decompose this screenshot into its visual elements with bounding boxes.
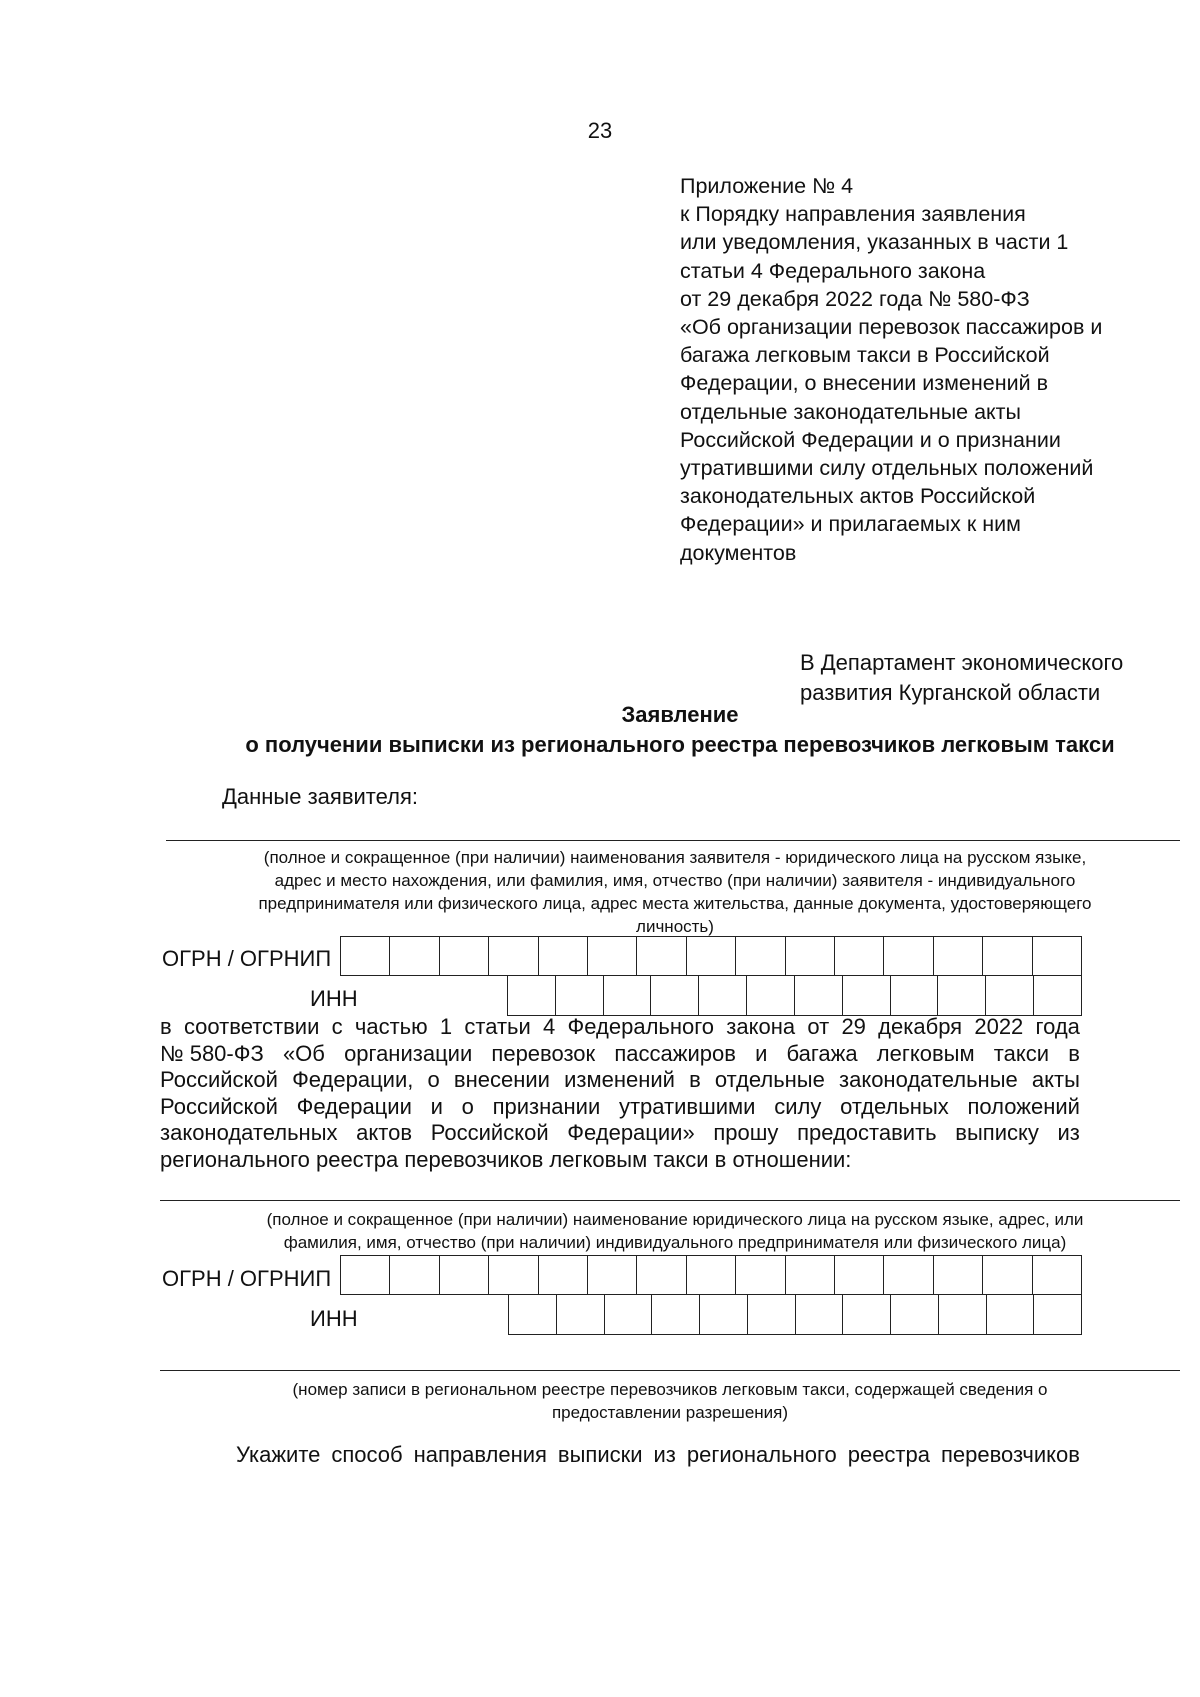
digit-cell[interactable] — [587, 937, 636, 975]
word: № 580-ФЗ — [160, 1040, 264, 1066]
digit-cell[interactable] — [699, 1295, 747, 1334]
digit-cell[interactable] — [746, 976, 794, 1015]
digit-cell[interactable] — [650, 976, 698, 1015]
appendix-line: утратившими силу отдельных положений — [680, 456, 1094, 481]
appendix-line: Приложение № 4 — [680, 174, 854, 198]
addressee-line: В Департамент экономического — [800, 650, 1124, 675]
subject-inn-label: ИНН — [310, 1306, 358, 1331]
appendix-line: багажа легковым такси в Российской — [680, 343, 1050, 368]
digit-cell[interactable] — [439, 937, 488, 975]
applicant-caption — [160, 846, 1190, 938]
digit-cell[interactable] — [556, 1295, 604, 1334]
caption-line: (номер записи в региональном реестре перевозчиков легковым такси, содержащей сведения о — [292, 1380, 1048, 1399]
request-line-2 — [160, 1041, 1080, 1068]
word: способ — [331, 1442, 403, 1467]
word: предоставить — [797, 1120, 937, 1146]
delivery-method-line — [236, 1442, 1080, 1469]
word: 2022 — [974, 1014, 1024, 1039]
word: пассажиров — [614, 1040, 736, 1066]
digit-cell[interactable] — [785, 937, 834, 975]
document-subtitle: о получении выписки из регионального реестра перевозчиков легковым такси — [245, 732, 1115, 757]
word: года — [1035, 1014, 1080, 1039]
word: утратившими — [618, 1093, 756, 1119]
word: 29 — [841, 1014, 866, 1039]
word: силу — [774, 1093, 822, 1119]
word: законодательные — [839, 1067, 1018, 1093]
digit-cell[interactable] — [341, 937, 389, 975]
appendix-line: или уведомления, указанных в части 1 — [680, 230, 1069, 255]
word: легковым — [876, 1040, 975, 1066]
caption-line: (полное и сокращенное (при наличии) наименования заявителя - юридического лица на русском языке, — [263, 848, 1087, 867]
digit-cell[interactable] — [488, 1256, 537, 1294]
word: 1 — [439, 1014, 453, 1039]
word: законодательных — [160, 1120, 338, 1146]
digit-cell[interactable] — [686, 1256, 735, 1294]
page-number: 23 — [587, 118, 613, 143]
digit-cell[interactable] — [587, 1256, 636, 1294]
digit-cell[interactable] — [794, 976, 842, 1015]
word: признании — [492, 1093, 601, 1119]
word: перевозок — [491, 1040, 596, 1066]
word: изменений — [564, 1067, 675, 1093]
request-line-5 — [160, 1120, 1080, 1147]
digit-cell[interactable] — [890, 976, 938, 1015]
digit-cell[interactable] — [842, 1295, 890, 1334]
word: Федерации» — [567, 1120, 695, 1146]
subject-inn-cells[interactable] — [508, 1295, 1082, 1335]
word: статьи — [464, 1014, 531, 1039]
word: внесении — [453, 1067, 550, 1093]
word: частью — [354, 1014, 428, 1039]
word: выписку — [955, 1120, 1039, 1146]
digit-cell[interactable] — [538, 937, 587, 975]
digit-cell[interactable] — [636, 1256, 685, 1294]
caption-line: личность) — [636, 917, 714, 936]
digit-cell[interactable] — [795, 1295, 843, 1334]
digit-cell[interactable] — [603, 976, 651, 1015]
digit-cell[interactable] — [1032, 1256, 1081, 1294]
applicant-ogrn-cells[interactable] — [340, 936, 1082, 976]
digit-cell[interactable] — [389, 1256, 438, 1294]
request-paragraph — [160, 1014, 1080, 1174]
applicant-ogrn-label: ОГРН / ОГРНИП — [162, 946, 332, 971]
digit-cell[interactable] — [1032, 937, 1081, 975]
caption-line: фамилия, имя, отчество (при наличии) индивидуального предпринимателя или физического лица) — [283, 1233, 1067, 1252]
word: с — [331, 1014, 343, 1039]
word: положений — [967, 1093, 1080, 1119]
word: регионального — [686, 1442, 837, 1467]
appendix-line: статьи 4 Федерального закона — [680, 258, 986, 283]
word: Федерального — [567, 1014, 715, 1039]
digit-cell[interactable] — [508, 976, 555, 1015]
caption-line: адрес и место нахождения, или фамилия, имя, отчество (при наличии) заявителя - индивидуального — [274, 871, 1076, 890]
subject-ogrn-label: ОГРН / ОГРНИП — [162, 1266, 332, 1291]
caption-line: предоставлении разрешения) — [551, 1403, 789, 1422]
appendix-line: к Порядку направления заявления — [680, 202, 1026, 227]
request-line-4 — [160, 1094, 1080, 1121]
word: отдельных — [840, 1093, 949, 1119]
digit-cell[interactable] — [1033, 976, 1081, 1015]
word: направления — [413, 1442, 547, 1467]
word: от — [807, 1014, 830, 1039]
subject-caption — [160, 1208, 1190, 1254]
digit-cell[interactable] — [1033, 1295, 1081, 1334]
word: в — [160, 1014, 172, 1039]
appendix-line: законодательных актов Российской — [680, 484, 1036, 509]
appendix-line: Федерации, о внесении изменений в — [680, 371, 1049, 396]
digit-cell[interactable] — [785, 1256, 834, 1294]
appendix-line: от 29 декабря 2022 года № 580-ФЗ — [680, 286, 1030, 311]
addressee-line: развития Курганской области — [800, 680, 1101, 705]
digit-cell[interactable] — [938, 1295, 986, 1334]
applicant-inn-cells[interactable] — [507, 976, 1082, 1016]
word: Укажите — [236, 1442, 321, 1467]
digit-cell[interactable] — [982, 937, 1031, 975]
word: отдельные — [714, 1067, 825, 1093]
digit-cell[interactable] — [636, 937, 685, 975]
digit-cell[interactable] — [834, 1256, 883, 1294]
word: Российской — [160, 1093, 278, 1119]
caption-line: (полное и сокращенное (при наличии) наименование юридического лица на русском языке, адрес, или — [266, 1210, 1084, 1229]
word: багажа — [786, 1040, 858, 1066]
delivery-method-text — [236, 1442, 1080, 1469]
word: и — [755, 1040, 768, 1066]
word: и — [430, 1093, 443, 1119]
caption-line: предпринимателя или физического лица, адрес места жительства, данные документа, удостоверяющего — [258, 894, 1092, 913]
word: в — [1068, 1040, 1080, 1066]
request-line-3 — [160, 1067, 1080, 1094]
word: выписки — [557, 1442, 643, 1467]
digit-cell[interactable] — [890, 1295, 938, 1334]
digit-cell[interactable] — [389, 937, 438, 975]
digit-cell[interactable] — [982, 1256, 1031, 1294]
digit-cell[interactable] — [538, 1256, 587, 1294]
record-caption — [160, 1378, 1180, 1424]
digit-cell[interactable] — [747, 1295, 795, 1334]
digit-cell[interactable] — [651, 1295, 699, 1334]
digit-cell[interactable] — [509, 1295, 556, 1334]
digit-cell[interactable] — [883, 1256, 932, 1294]
applicant-label: Данные заявителя: — [222, 784, 419, 809]
appendix-line: Федерации» и прилагаемых к ним — [680, 512, 1021, 537]
word: организации — [344, 1040, 473, 1066]
digit-cell[interactable] — [883, 937, 932, 975]
digit-cell[interactable] — [698, 976, 746, 1015]
document-title: Заявление — [621, 702, 739, 727]
digit-cell[interactable] — [686, 937, 735, 975]
appendix-line: отдельные законодательные акты — [680, 399, 1021, 424]
word: 4 — [543, 1014, 556, 1039]
digit-cell[interactable] — [735, 1256, 784, 1294]
digit-cell[interactable] — [933, 937, 982, 975]
word: реестра — [847, 1442, 930, 1467]
digit-cell[interactable] — [341, 1256, 389, 1294]
word: о — [427, 1067, 440, 1093]
digit-cell[interactable] — [604, 1295, 652, 1334]
record-number-field[interactable] — [160, 1350, 1180, 1371]
digit-cell[interactable] — [834, 937, 883, 975]
appendix-line: документов — [680, 540, 797, 565]
digit-cell[interactable] — [488, 937, 537, 975]
word: Федерации, — [292, 1067, 414, 1093]
digit-cell[interactable] — [937, 976, 985, 1015]
word: из — [653, 1442, 676, 1467]
digit-cell[interactable] — [842, 976, 890, 1015]
word: соответствии — [183, 1014, 320, 1039]
request-line-1 — [160, 1014, 1080, 1041]
word: Российской — [430, 1120, 549, 1146]
word: Российской — [160, 1067, 278, 1093]
word: перевозчиков — [940, 1442, 1080, 1467]
appendix-header — [680, 172, 1180, 567]
word: акты — [1031, 1067, 1080, 1093]
digit-cell[interactable] — [555, 976, 603, 1015]
appendix-line: «Об организации перевозок пассажиров и — [680, 315, 1103, 340]
subject-ogrn-cells[interactable] — [340, 1255, 1082, 1295]
word: «Об — [282, 1040, 325, 1066]
word: о — [461, 1093, 474, 1119]
digit-cell[interactable] — [933, 1256, 982, 1294]
word: из — [1057, 1120, 1080, 1146]
word: прошу — [713, 1120, 779, 1146]
digit-cell[interactable] — [986, 1295, 1034, 1334]
addressee — [800, 648, 1123, 708]
word: декабря — [878, 1014, 963, 1039]
word: в — [689, 1067, 701, 1093]
applicant-data-field[interactable] — [166, 816, 1180, 841]
digit-cell[interactable] — [439, 1256, 488, 1294]
appendix-line: Российской Федерации и о признании — [680, 427, 1061, 452]
subject-data-field[interactable] — [160, 1178, 1180, 1201]
request-line-6: регионального реестра перевозчиков легковым такси в отношении: — [160, 1146, 852, 1172]
word: закона — [726, 1014, 796, 1039]
digit-cell[interactable] — [985, 976, 1033, 1015]
word: актов — [356, 1120, 413, 1146]
digit-cell[interactable] — [735, 937, 784, 975]
word: такси — [993, 1040, 1050, 1066]
applicant-inn-label: ИНН — [310, 986, 358, 1011]
word: Федерации — [296, 1093, 412, 1119]
